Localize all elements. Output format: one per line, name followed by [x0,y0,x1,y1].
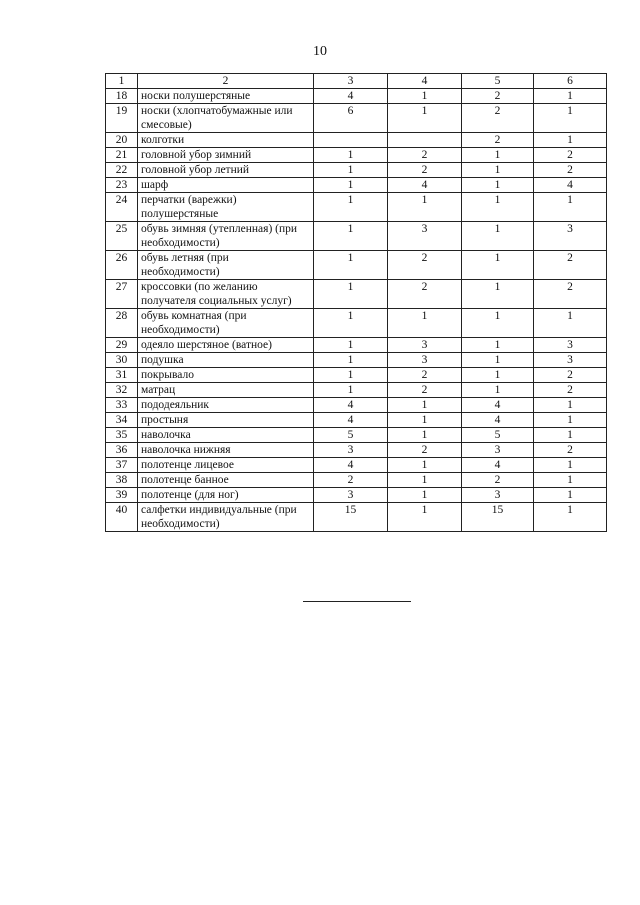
col-3-cell: 15 [314,503,388,532]
row-number-cell: 33 [106,398,138,413]
col-4-cell: 2 [388,368,462,383]
col-4-cell [388,133,462,148]
row-number-cell: 20 [106,133,138,148]
item-name-cell: подушка [138,353,314,368]
col-6-cell: 1 [534,104,607,133]
col-5-cell: 1 [462,163,534,178]
col-4-cell: 2 [388,163,462,178]
col-6-cell: 1 [534,503,607,532]
table-row [106,104,607,133]
row-number-cell: 21 [106,148,138,163]
col-5-cell: 4 [462,458,534,473]
col-4-cell: 1 [388,473,462,488]
table-row [106,458,607,473]
col-5-cell: 1 [462,222,534,251]
col-6-cell: 2 [534,368,607,383]
item-name-cell: пододеяльник [138,398,314,413]
col-3-cell: 1 [314,338,388,353]
col-3-cell: 1 [314,280,388,309]
col-4-cell: 3 [388,222,462,251]
col-5-cell: 2 [462,104,534,133]
table-row [106,443,607,458]
col-3-cell: 3 [314,443,388,458]
col-3-cell: 1 [314,309,388,338]
item-name-cell: обувь комнатная (при необходимости) [138,309,314,338]
page-number: 10 [313,44,327,59]
col-3-cell: 2 [314,473,388,488]
col-4-cell: 1 [388,193,462,222]
item-name-cell: головной убор летний [138,163,314,178]
col-6-cell: 4 [534,178,607,193]
row-number-cell: 18 [106,89,138,104]
col-6-cell: 2 [534,163,607,178]
row-number-cell: 35 [106,428,138,443]
item-name-cell: полотенце банное [138,473,314,488]
col-6-cell: 3 [534,353,607,368]
col-6-cell: 1 [534,89,607,104]
item-name-cell: покрывало [138,368,314,383]
col-6-cell: 1 [534,473,607,488]
col-4-cell: 2 [388,443,462,458]
col-3-cell: 1 [314,163,388,178]
row-number-cell: 25 [106,222,138,251]
col-3-cell: 1 [314,193,388,222]
col-6-cell: 1 [534,193,607,222]
col-3-cell [314,133,388,148]
col-5-cell: 1 [462,193,534,222]
table-row [106,503,607,532]
table-row [106,488,607,503]
col-5-cell: 2 [462,133,534,148]
col-4-cell: 2 [388,383,462,398]
col-3-cell: 1 [314,148,388,163]
col-5-cell: 1 [462,309,534,338]
col-3-cell: 1 [314,178,388,193]
col-6-cell: 2 [534,443,607,458]
item-name-cell: салфетки индивидуальные (при необходимости) [138,503,314,532]
table-row [106,398,607,413]
item-name-cell: матрац [138,383,314,398]
col-6-cell: 1 [534,309,607,338]
col-5-cell: 15 [462,503,534,532]
col-6-cell: 1 [534,133,607,148]
header-col-5: 5 [462,74,534,89]
table-row [106,148,607,163]
col-4-cell: 1 [388,413,462,428]
row-number-cell: 29 [106,338,138,353]
col-5-cell: 1 [462,353,534,368]
row-number-cell: 37 [106,458,138,473]
col-4-cell: 3 [388,338,462,353]
row-number-cell: 27 [106,280,138,309]
col-4-cell: 4 [388,178,462,193]
col-4-cell: 1 [388,458,462,473]
header-col-2: 2 [138,74,314,89]
item-name-cell: одеяло шерстяное (ватное) [138,338,314,353]
item-name-cell: обувь летняя (при необходимости) [138,251,314,280]
item-name-cell: колготки [138,133,314,148]
col-6-cell: 1 [534,413,607,428]
item-name-cell: головной убор зимний [138,148,314,163]
col-5-cell: 1 [462,148,534,163]
table-row [106,338,607,353]
col-6-cell: 2 [534,251,607,280]
col-6-cell: 3 [534,338,607,353]
col-5-cell: 5 [462,428,534,443]
item-name-cell: носки полушерстяные [138,89,314,104]
col-5-cell: 1 [462,178,534,193]
row-number-cell: 32 [106,383,138,398]
col-4-cell: 2 [388,280,462,309]
col-5-cell: 4 [462,398,534,413]
row-number-cell: 40 [106,503,138,532]
col-6-cell: 1 [534,488,607,503]
col-5-cell: 1 [462,368,534,383]
col-6-cell: 2 [534,280,607,309]
item-name-cell: перчатки (варежки) полушерстяные [138,193,314,222]
item-name-cell: обувь зимняя (утепленная) (при необходимости) [138,222,314,251]
table-row [106,428,607,443]
row-number-cell: 28 [106,309,138,338]
table-row [106,473,607,488]
table-row [106,251,607,280]
col-4-cell: 1 [388,428,462,443]
col-3-cell: 4 [314,458,388,473]
table-row [106,309,607,338]
table-row [106,383,607,398]
item-name-cell: наволочка нижняя [138,443,314,458]
col-3-cell: 4 [314,413,388,428]
col-5-cell: 2 [462,473,534,488]
col-3-cell: 4 [314,398,388,413]
table-row [106,193,607,222]
col-6-cell: 3 [534,222,607,251]
col-4-cell: 2 [388,251,462,280]
col-3-cell: 4 [314,89,388,104]
table-row [106,163,607,178]
row-number-cell: 26 [106,251,138,280]
item-name-cell: кроссовки (по желанию получателя социальных услуг) [138,280,314,309]
items-table [105,73,607,532]
header-col-6: 6 [534,74,607,89]
row-number-cell: 38 [106,473,138,488]
item-name-cell: полотенце лицевое [138,458,314,473]
items-table-body [106,74,607,532]
footer-divider [303,601,411,602]
col-5-cell: 1 [462,383,534,398]
col-4-cell: 1 [388,104,462,133]
col-4-cell: 1 [388,89,462,104]
col-4-cell: 2 [388,148,462,163]
header-col-3: 3 [314,74,388,89]
col-6-cell: 1 [534,458,607,473]
col-4-cell: 1 [388,488,462,503]
col-5-cell: 2 [462,89,534,104]
col-5-cell: 1 [462,338,534,353]
row-number-cell: 39 [106,488,138,503]
col-3-cell: 5 [314,428,388,443]
col-4-cell: 1 [388,309,462,338]
item-name-cell: наволочка [138,428,314,443]
col-3-cell: 1 [314,383,388,398]
table-row [106,222,607,251]
col-5-cell: 1 [462,251,534,280]
header-col-1: 1 [106,74,138,89]
row-number-cell: 36 [106,443,138,458]
col-3-cell: 1 [314,353,388,368]
table-row [106,413,607,428]
table-row [106,368,607,383]
col-6-cell: 2 [534,383,607,398]
col-4-cell: 1 [388,398,462,413]
col-3-cell: 1 [314,222,388,251]
col-5-cell: 4 [462,413,534,428]
col-3-cell: 1 [314,251,388,280]
table-row [106,89,607,104]
item-name-cell: носки (хлопчатобумажные или смесовые) [138,104,314,133]
row-number-cell: 34 [106,413,138,428]
row-number-cell: 30 [106,353,138,368]
item-name-cell: простыня [138,413,314,428]
item-name-cell: шарф [138,178,314,193]
row-number-cell: 23 [106,178,138,193]
col-4-cell: 3 [388,353,462,368]
col-5-cell: 1 [462,280,534,309]
col-6-cell: 2 [534,148,607,163]
row-number-cell: 22 [106,163,138,178]
row-number-cell: 31 [106,368,138,383]
col-3-cell: 1 [314,368,388,383]
row-number-cell: 24 [106,193,138,222]
col-5-cell: 3 [462,443,534,458]
header-col-4: 4 [388,74,462,89]
table-row [106,133,607,148]
col-3-cell: 3 [314,488,388,503]
col-6-cell: 1 [534,428,607,443]
table-row [106,353,607,368]
table-header-row [106,74,607,89]
col-4-cell: 1 [388,503,462,532]
table-row [106,178,607,193]
col-5-cell: 3 [462,488,534,503]
col-6-cell: 1 [534,398,607,413]
item-name-cell: полотенце (для ног) [138,488,314,503]
table-row [106,280,607,309]
col-3-cell: 6 [314,104,388,133]
row-number-cell: 19 [106,104,138,133]
